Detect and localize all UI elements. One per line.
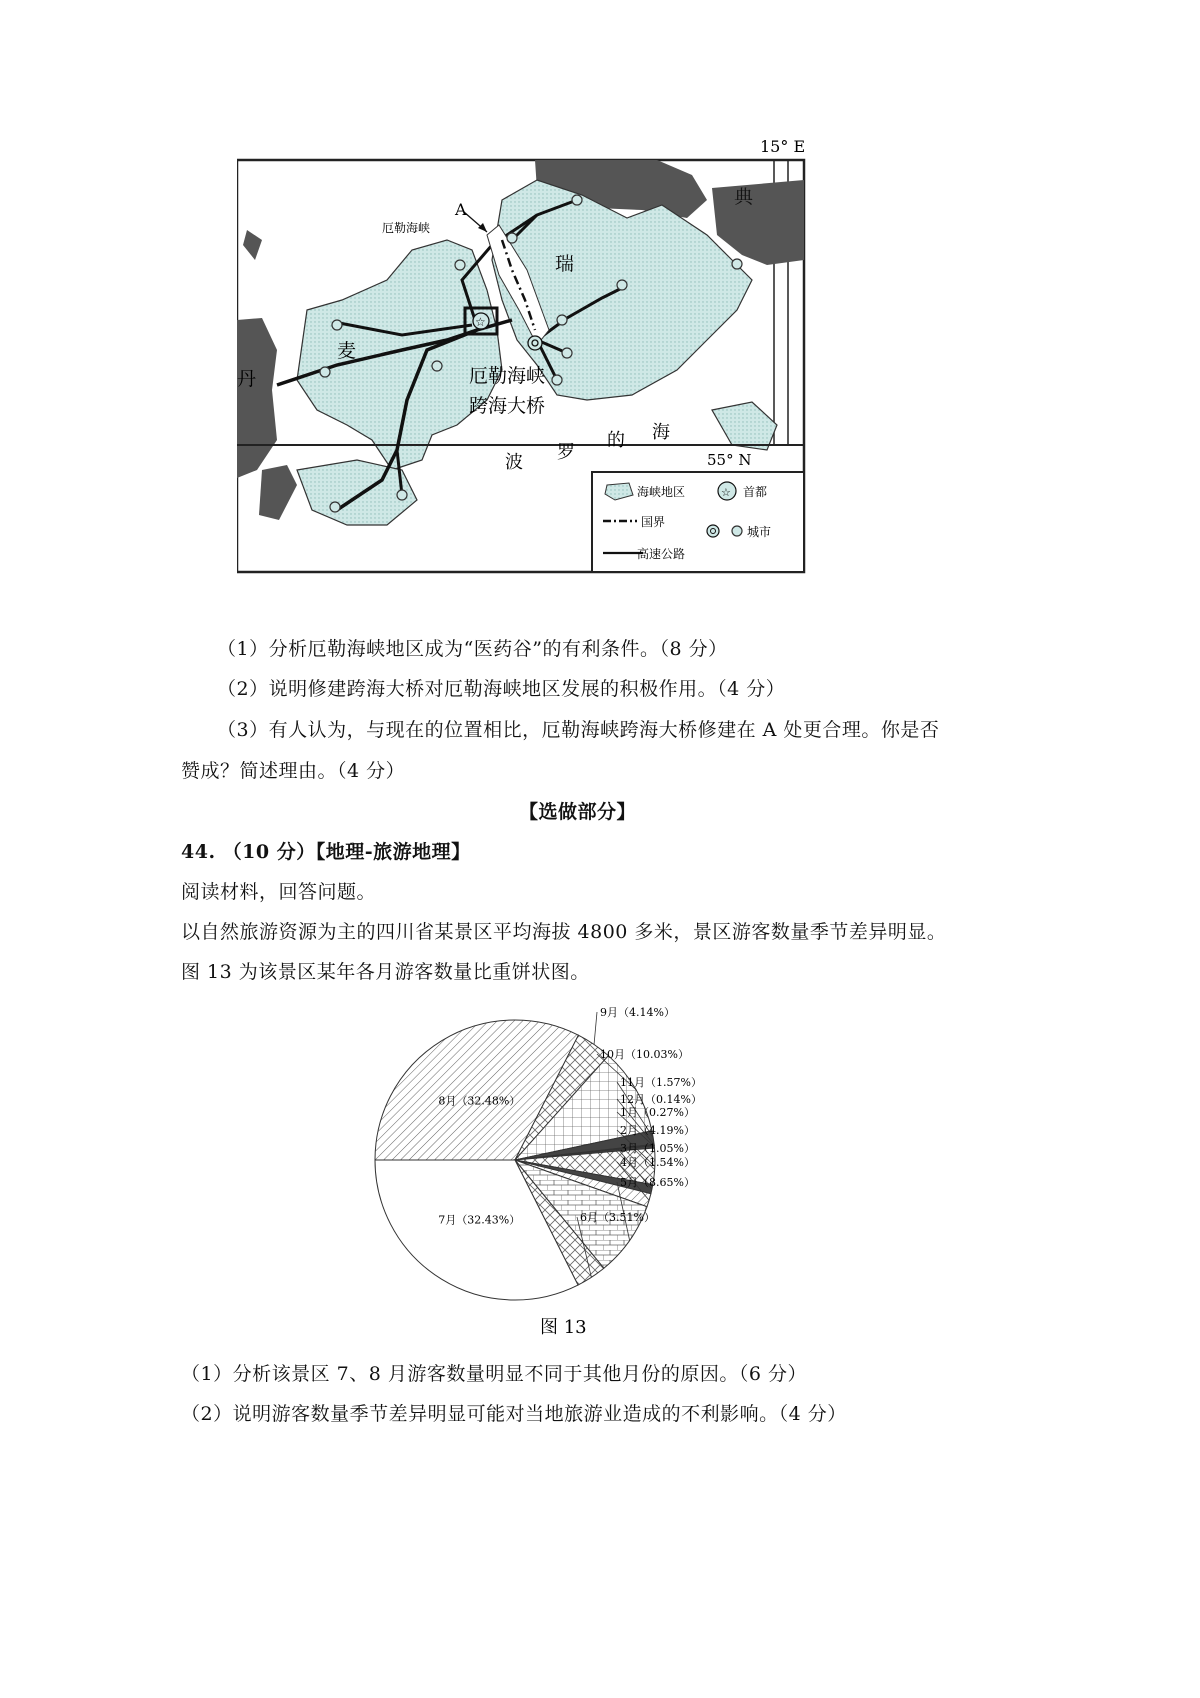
pie-label: 7月（32.43%） [438,1213,521,1227]
pie-svg [365,1000,845,1350]
section-title: 【选做部分】 [519,801,637,823]
map-legend [592,472,804,572]
baltic-label-1: 波 [505,452,523,473]
q44-header: 44. （10 分）【地理-旅游地理】 [181,841,471,863]
pie-label: 10月（10.03%） [600,1048,689,1061]
pie-label: 9月（4.14%） [600,1006,675,1019]
pie-leader-line [594,1012,597,1044]
pie-label: 12月（0.14%） [620,1093,702,1106]
legend-border: 国界 [641,515,666,529]
baltic-label-4: 海 [652,422,670,443]
strait-label-small: 厄勒海峡 [382,221,431,235]
longitude-label: 15° E [760,140,806,156]
pie-label: 2月（4.19%） [620,1124,695,1137]
q44-2: （2）说明游客数量季节差异明显可能对当地旅游业造成的不利影响。（4 分） [181,1403,847,1425]
baltic-label-2: 罗 [557,442,575,463]
bridge-label-2: 跨海大桥 [469,395,546,417]
bridge-label-1: 厄勒海峡 [469,365,546,387]
pie-label: 5月（8.65%） [620,1176,695,1189]
pie-label: 11月（1.57%） [620,1076,702,1089]
label-a: A [455,200,467,219]
denmark-label-1: 麦 [337,340,357,362]
legend-region: 海峡地区 [637,485,686,499]
sweden-label-1: 瑞 [555,253,575,275]
pie-label: 1月（0.27%） [620,1106,695,1119]
pie-chart [365,1000,845,1350]
map-svg [237,140,877,600]
latitude-label: 55° N [707,451,752,469]
q44-figure-ref: 图 13 为该景区某年各月游客数量比重饼状图。 [181,961,590,983]
q44-1: （1）分析该景区 7、8 月游客数量明显不同于其他月份的原因。（6 分） [181,1363,807,1385]
baltic-label-3: 的 [607,430,625,451]
pie-label: 6月（3.51%） [580,1211,655,1224]
pie-label: 8月（32.48%） [438,1094,521,1108]
svg-text:☆: ☆ [475,315,486,329]
denmark-label-2: 丹 [237,368,257,390]
sweden-label-2: 典 [734,186,754,208]
q43-2: （2）说明修建跨海大桥对厄勒海峡地区发展的积极作用。（4 分） [217,678,786,700]
q43-3-line1: （3）有人认为，与现在的位置相比，厄勒海峡跨海大桥修建在 A 处更合理。你是否 [217,719,940,741]
chart-caption: 图 13 [540,1317,587,1338]
svg-text:☆: ☆ [721,486,731,499]
q43-3-line2: 赞成？简述理由。（4 分） [181,760,406,782]
oresund-map [237,140,877,600]
legend-capital: 首都 [743,485,768,499]
legend-highway: 高速公路 [637,547,686,561]
q43-1: （1）分析厄勒海峡地区成为“医药谷”的有利条件。（8 分） [217,638,728,660]
major-city-marker [528,336,542,350]
pie-label: 3月（1.05%） [620,1142,695,1155]
q44-intro: 阅读材料，回答问题。 [181,881,377,903]
q44-material: 以自然旅游资源为主的四川省某景区平均海拔 4800 多米，景区游客数量季节差异明显。 [181,921,947,943]
legend-city: 城市 [747,525,772,539]
pie-label: 4月（1.54%） [620,1156,695,1169]
